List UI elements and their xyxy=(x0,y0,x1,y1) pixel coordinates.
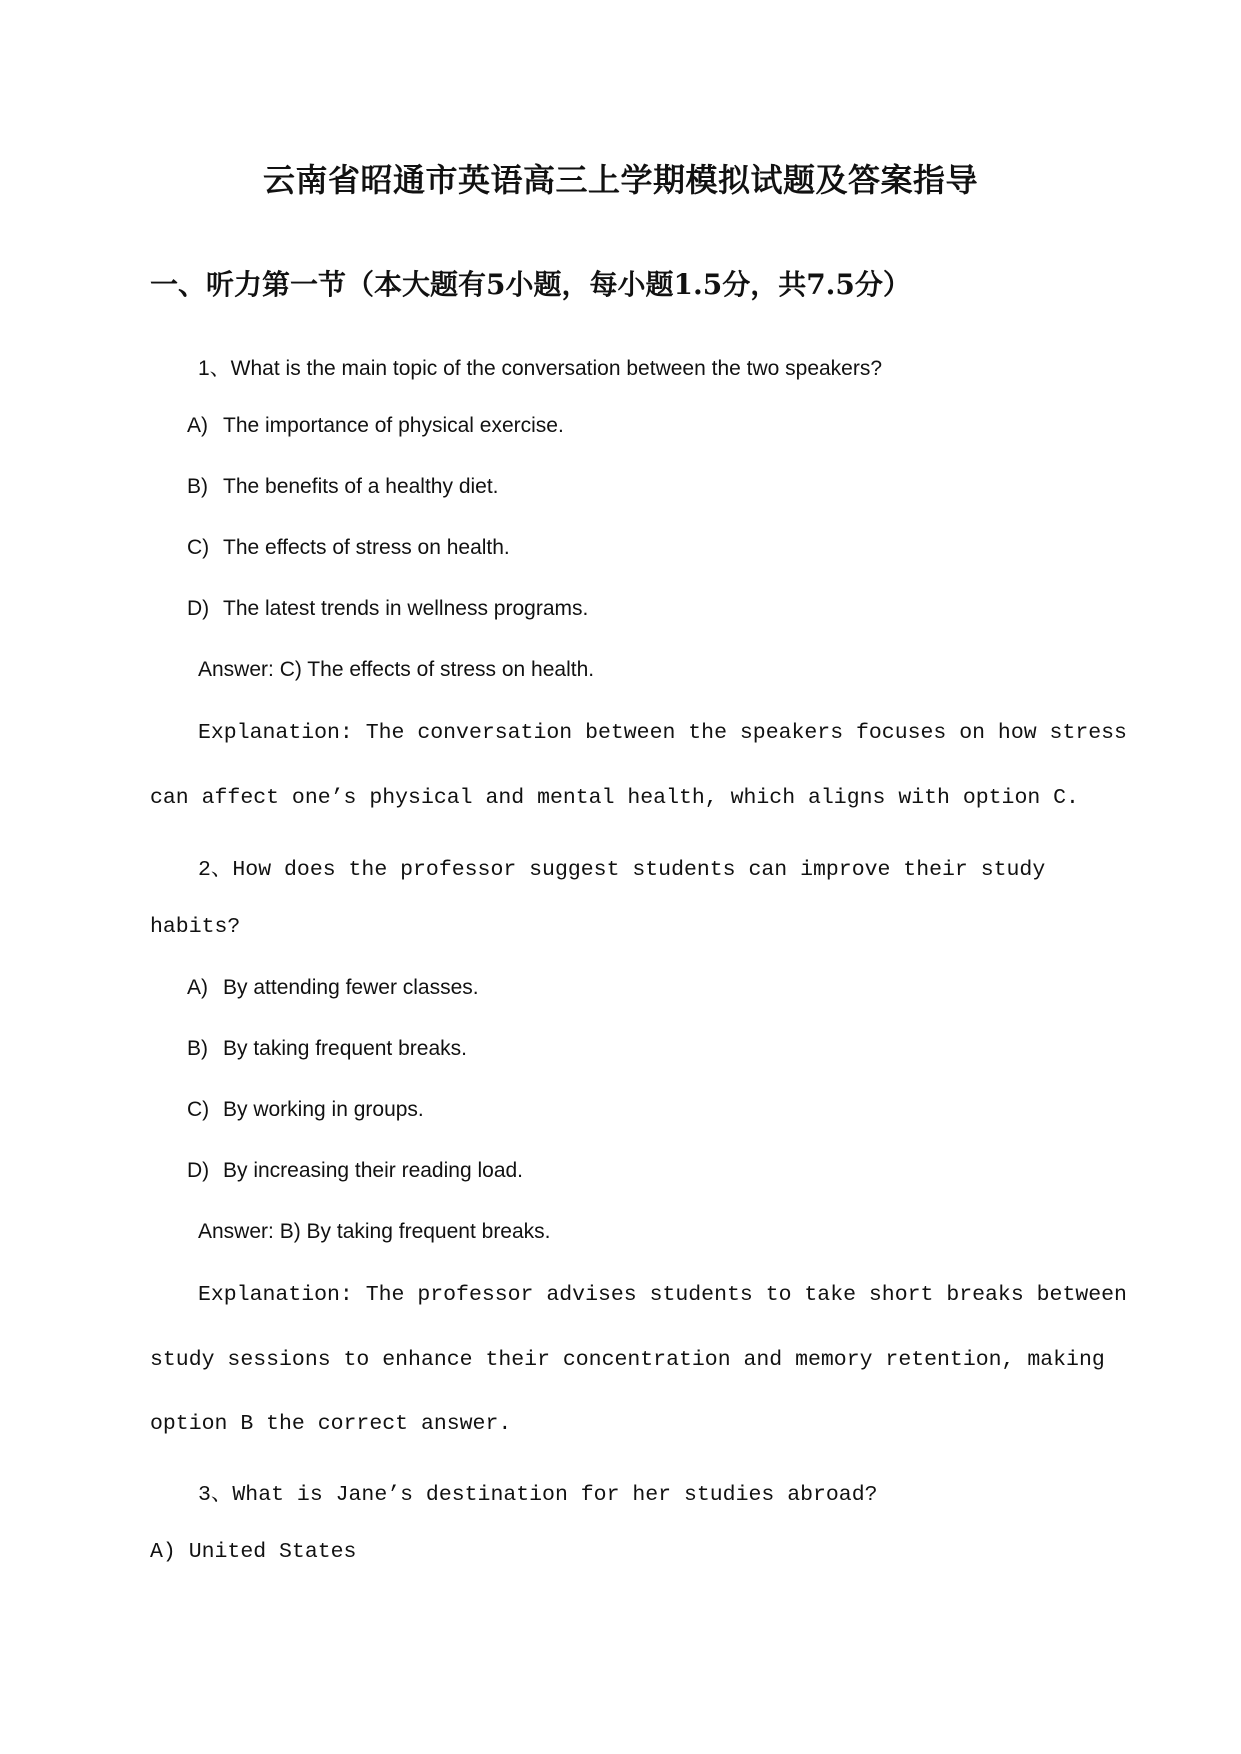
option-letter: C) xyxy=(187,1098,210,1121)
q2-explanation-line-1: Explanation: The professor advises students to take short breaks between xyxy=(198,1283,1127,1307)
q1-option-c xyxy=(187,536,510,560)
q2-explanation-line-2: study sessions to enhance their concentration and memory retention, making xyxy=(150,1348,1105,1372)
option-letter: D) xyxy=(187,597,210,620)
option-letter: D) xyxy=(187,1159,210,1182)
q1-option-d xyxy=(187,597,588,621)
q1-explanation-line-2: can affect one’s physical and mental health, which aligns with option C. xyxy=(150,786,1079,810)
option-letter: A) xyxy=(187,976,208,999)
q2-option-d xyxy=(187,1159,523,1183)
question-2-line-1: 2、How does the professor suggest students can improve their study xyxy=(198,858,1046,882)
option-letter: B) xyxy=(187,475,208,498)
q2-option-a xyxy=(187,976,479,1000)
q1-option-b xyxy=(187,475,499,499)
option-text: The importance of physical exercise. xyxy=(223,414,564,437)
q2-option-b xyxy=(187,1037,467,1061)
option-text: By taking frequent breaks. xyxy=(223,1037,467,1060)
option-text: The latest trends in wellness programs. xyxy=(223,597,589,620)
option-text: The benefits of a healthy diet. xyxy=(223,475,499,498)
q1-option-a xyxy=(187,414,564,438)
option-text: The effects of stress on health. xyxy=(223,536,510,559)
question-3: 3、What is Jane’s destination for her studies abroad? xyxy=(198,1483,878,1507)
q2-option-c xyxy=(187,1098,424,1122)
option-text: By attending fewer classes. xyxy=(223,976,479,999)
option-letter: C) xyxy=(187,536,210,559)
q2-explanation-line-3: option B the correct answer. xyxy=(150,1412,512,1436)
q2-answer: Answer: B) By taking frequent breaks. xyxy=(198,1220,551,1243)
q3-option-a: A) United States xyxy=(150,1540,357,1564)
question-2-line-2: habits? xyxy=(150,915,241,939)
option-text: By working in groups. xyxy=(223,1098,424,1121)
question-1: 1、What is the main topic of the conversation between the two speakers? xyxy=(198,357,883,380)
q1-answer: Answer: C) The effects of stress on health. xyxy=(198,658,595,681)
section-heading: 一、听力第一节（本大题有5小题，每小题1.5分，共7.5分） xyxy=(150,268,911,301)
option-letter: A) xyxy=(187,414,208,437)
q1-explanation-line-1: Explanation: The conversation between the speakers focuses on how stress xyxy=(198,721,1127,745)
document-title: 云南省昭通市英语高三上学期模拟试题及答案指导 xyxy=(262,161,978,199)
option-text: By increasing their reading load. xyxy=(223,1159,524,1182)
option-letter: B) xyxy=(187,1037,208,1060)
